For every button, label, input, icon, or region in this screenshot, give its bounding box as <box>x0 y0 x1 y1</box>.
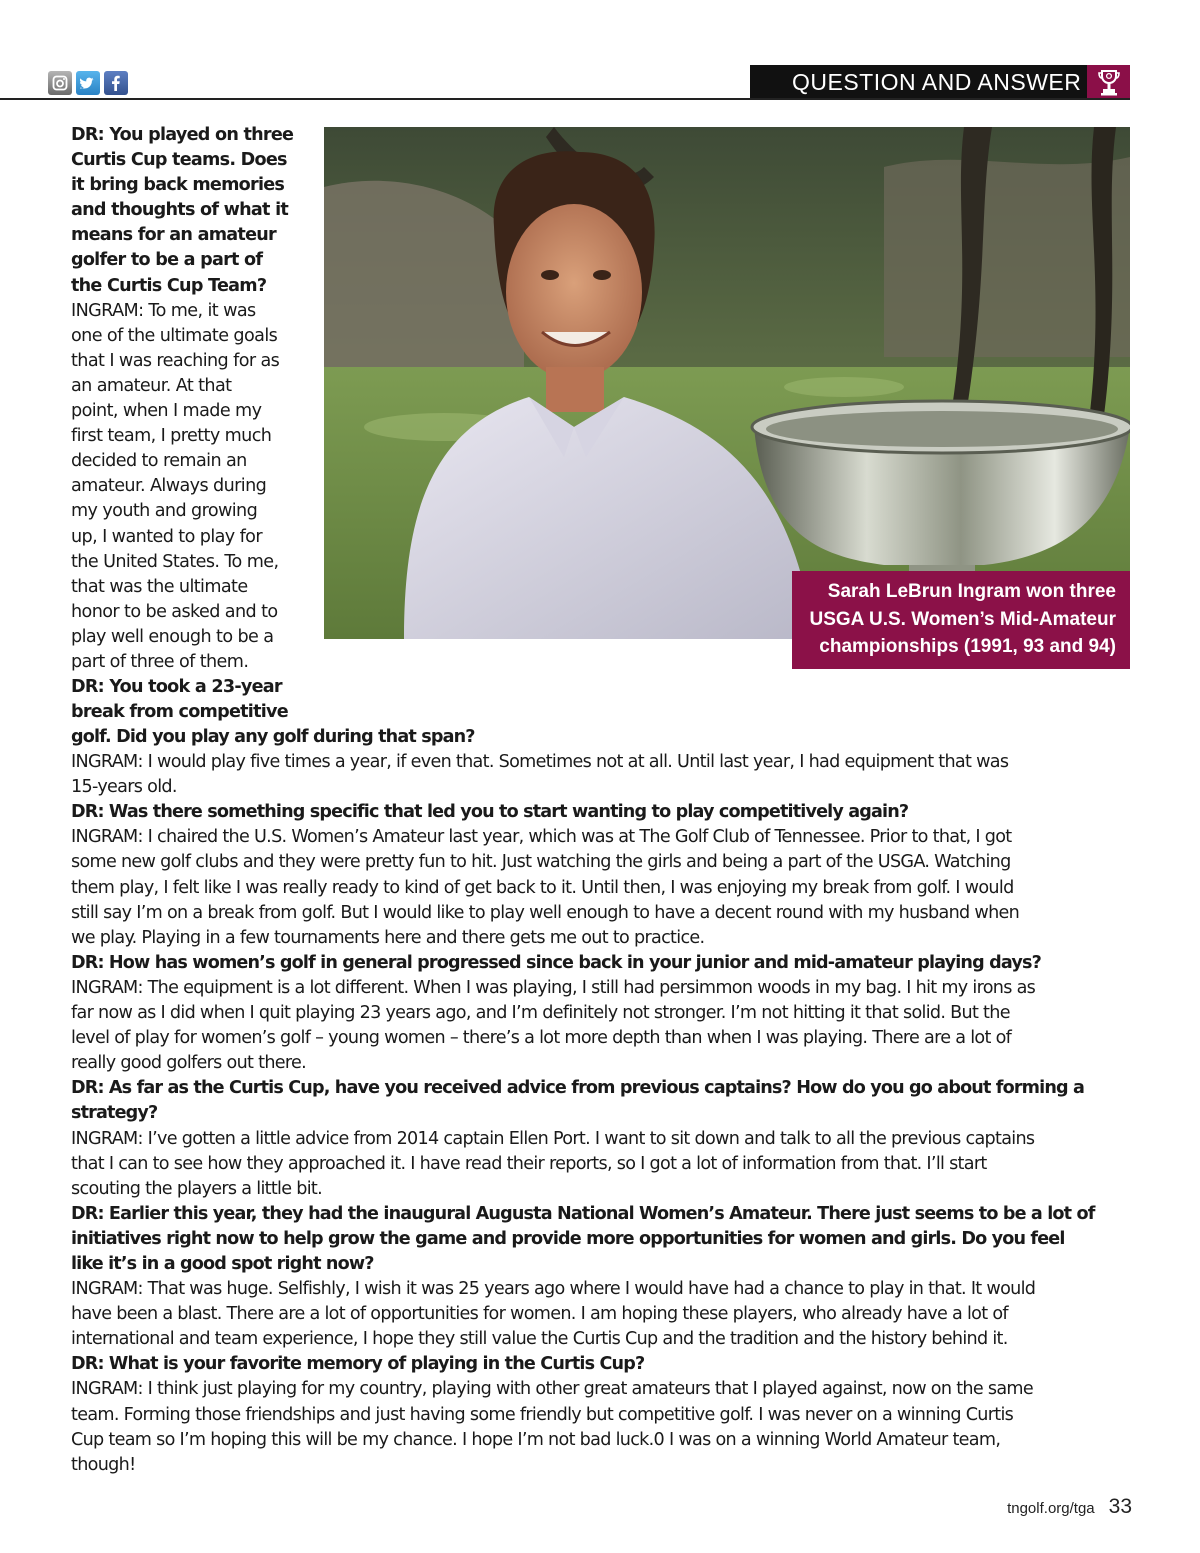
answer-line: really good golfers out there. <box>71 1053 307 1074</box>
section-title: QUESTION AND ANSWER <box>750 65 1087 100</box>
question-line: break from competitive <box>71 702 288 723</box>
instagram-icon[interactable] <box>48 71 72 95</box>
question-line: strategy? <box>71 1103 158 1124</box>
question-line: DR: What is your favorite memory of playing in the Curtis Cup? <box>71 1354 645 1375</box>
answer-line: up, I wanted to play for <box>71 526 262 547</box>
answer-line: an amateur. At that <box>71 375 232 396</box>
answer-line: INGRAM: The equipment is a lot different. When I was playing, I still had persimmon woods in my bag. I hit my irons as <box>71 977 1036 998</box>
question-line: it bring back memories <box>71 175 285 196</box>
question-line: DR: Earlier this year, they had the inaugural Augusta National Women’s Amateur. There just seems to be a lot of <box>71 1203 1095 1224</box>
answer-line: INGRAM: I chaired the U.S. Women’s Amateur last year, which was at The Golf Club of Tennessee. Prior to that, I got <box>71 827 1012 848</box>
question-line: DR: How has women’s golf in general progressed since back in your junior and mid-amateur playing days? <box>71 952 1041 973</box>
footer-url[interactable]: tngolf.org/tga <box>1007 1500 1095 1517</box>
social-icons <box>48 71 128 95</box>
answer-line: amateur. Always during <box>71 476 267 497</box>
page-number: 33 <box>1108 1495 1132 1518</box>
question-line: DR: As far as the Curtis Cup, have you received advice from previous captains? How do you go about forming a <box>71 1078 1085 1099</box>
answer-line: INGRAM: To me, it was <box>71 300 256 321</box>
trophy-icon <box>1087 65 1130 100</box>
answer-line: level of play for women’s golf – young women – there’s a lot more depth than when I was playing. There are a lot of <box>71 1028 1012 1049</box>
page-footer <box>1007 1495 1132 1519</box>
answer-line: 15-years old. <box>71 777 177 798</box>
answer-line: some new golf clubs and they were pretty fun to hit. Just watching the girls and being a part of the USGA. Watching <box>71 852 1011 873</box>
answer-line: that was the ultimate <box>71 576 248 597</box>
question-line: golfer to be a part of <box>71 250 263 271</box>
answer-line: first team, I pretty much <box>71 426 272 447</box>
answer-line: international and team experience, I hope they still value the Curtis Cup and the tradition and the history behind it. <box>71 1329 1008 1350</box>
answer-line: play well enough to be a <box>71 626 274 647</box>
question-line: means for an amateur <box>71 225 276 246</box>
answer-line: the United States. To me, <box>71 551 279 572</box>
answer-line: scouting the players a little bit. <box>71 1178 322 1199</box>
question-line: DR: You took a 23-year <box>71 677 282 698</box>
answer-line: decided to remain an <box>71 451 247 472</box>
answer-line: part of three of them. <box>71 651 249 672</box>
answer-line: INGRAM: That was huge. Selfishly, I wish it was 25 years ago where I would have had a chance to play in that. It would <box>71 1279 1036 1300</box>
answer-line: point, when I made my <box>71 401 262 422</box>
question-line: golf. Did you play any golf during that span? <box>71 727 475 747</box>
answer-line: honor to be asked and to <box>71 601 278 622</box>
answer-line: Cup team so I’m hoping this will be my chance. I hope I’m not bad luck.0 I was on a winning World Amateur team, <box>71 1429 1001 1450</box>
answer-line: my youth and growing <box>71 501 258 522</box>
answer-line: team. Forming those friendships and just having some friendly but competitive golf. I was never on a winning Curtis <box>71 1404 1014 1425</box>
golfer-with-trophy-photo <box>324 127 1130 639</box>
answer-line: that I can to see how they approached it. I have read their reports, so I got a lot of information from that. I’ll start <box>71 1153 987 1174</box>
article-narrow-column <box>71 123 311 725</box>
answer-line: that I was reaching for as <box>71 350 280 371</box>
answer-line: INGRAM: I think just playing for my country, playing with other great amateurs that I played against, now on the same <box>71 1379 1033 1400</box>
header-rule <box>0 98 1130 100</box>
answer-line: still say I’m on a break from golf. But I would like to play well enough to have a decent round with my husband when <box>71 902 1020 923</box>
caption-line: championships (1991, 93 and 94) <box>819 636 1116 657</box>
answer-line: we play. Playing in a few tournaments here and there gets me out to practice. <box>71 927 705 948</box>
question-line: the Curtis Cup Team? <box>71 275 267 296</box>
facebook-icon[interactable] <box>104 71 128 95</box>
article-full-width-text <box>71 725 1131 1478</box>
answer-line: have been a blast. There are a lot of opportunities for women. I am hoping these players, who already have a lot of <box>71 1304 1008 1325</box>
answer-line: one of the ultimate goals <box>71 325 278 346</box>
photo-illustration <box>324 127 1130 639</box>
question-line: initiatives right now to help grow the game and provide more opportunities for women and girls. Do you feel <box>71 1228 1065 1249</box>
question-line: Curtis Cup teams. Does <box>71 150 287 171</box>
twitter-icon[interactable] <box>76 71 100 95</box>
question-line: like it’s in a good spot right now? <box>71 1253 374 1274</box>
caption-line: USGA U.S. Women’s Mid-Amateur <box>809 608 1116 630</box>
caption-line: Sarah LeBrun Ingram won three <box>827 581 1116 602</box>
question-line: and thoughts of what it <box>71 200 289 221</box>
answer-line: them play, I felt like I was really ready to kind of get back to it. Until then, I was enjoying my break from golf. I would <box>71 877 1014 898</box>
question-line: DR: Was there something specific that led you to start wanting to play competitively again? <box>71 802 909 823</box>
section-banner <box>750 65 1130 100</box>
answer-line: though! <box>71 1454 136 1475</box>
photo-caption <box>792 571 1130 669</box>
answer-line: far now as I did when I quit playing 23 years ago, and I’m definitely not stronger. I’m not hitting it that solid. But the <box>71 1003 1010 1024</box>
answer-line: INGRAM: I’ve gotten a little advice from 2014 captain Ellen Port. I want to sit down and talk to all the previous captains <box>71 1128 1035 1149</box>
answer-line: INGRAM: I would play five times a year, if even that. Sometimes not at all. Until last year, I had equipment that was <box>71 752 1009 773</box>
question-line: DR: You played on three <box>71 125 294 145</box>
